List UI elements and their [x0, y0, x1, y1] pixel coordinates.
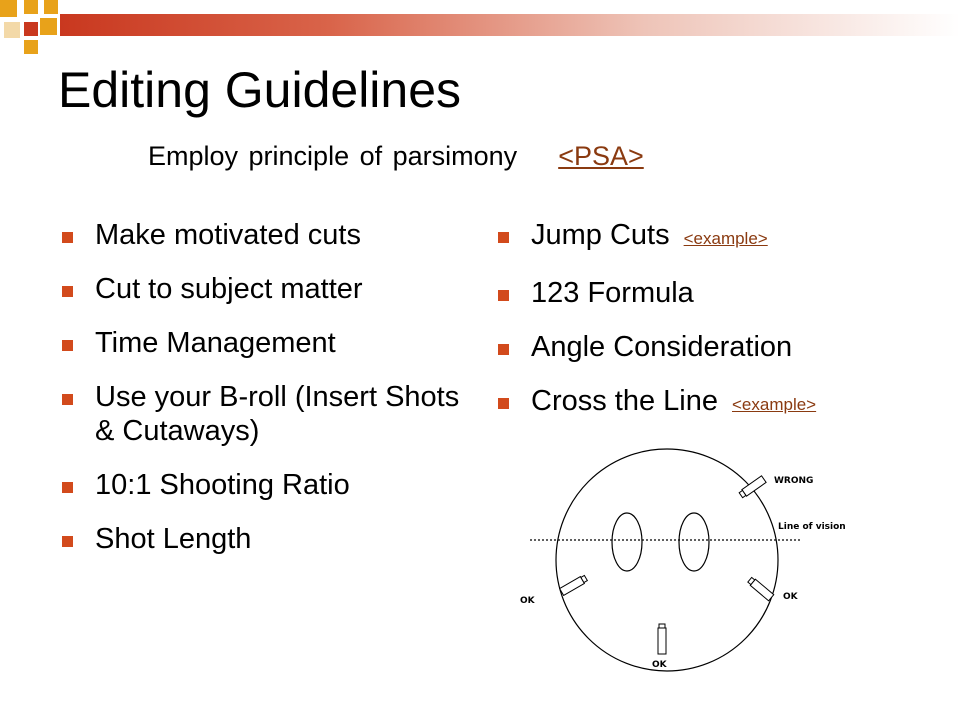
list-item-text: Time Management — [95, 327, 336, 359]
list-item — [60, 218, 460, 252]
list-item-text: 123 Formula — [531, 277, 694, 309]
cross-the-line-example-link[interactable]: <example> — [732, 395, 817, 414]
list-item-text: Use your B-roll (Insert Shots & Cutaways) — [95, 381, 460, 447]
list-item — [60, 272, 460, 306]
list-item — [496, 330, 926, 364]
list-item — [60, 468, 460, 502]
list-item-text: 10:1 Shooting Ratio — [95, 469, 350, 501]
bullet-icon — [62, 232, 73, 243]
list-item-text: Cross the Line — [531, 385, 718, 417]
list-item-text: Cut to subject matter — [95, 273, 363, 305]
subtitle-text: Employ principle of parsimony — [148, 141, 518, 171]
subtitle — [148, 138, 644, 174]
list-item — [496, 218, 926, 256]
header-square — [24, 22, 38, 36]
subject-left — [612, 513, 642, 571]
subject-right — [679, 513, 709, 571]
list-item — [496, 384, 926, 422]
header-square — [44, 0, 58, 14]
bullet-icon — [62, 394, 73, 405]
header-square — [4, 22, 20, 38]
header-gradient-bar — [60, 14, 960, 36]
label-ok-right: OK — [783, 592, 798, 602]
header-square — [0, 0, 17, 17]
bullet-icon — [62, 536, 73, 547]
line-of-vision-diagram — [512, 438, 892, 718]
bullet-icon — [498, 232, 509, 243]
scene-circle — [556, 449, 778, 671]
left-bullet-list — [60, 218, 460, 576]
list-item-text: Jump Cuts — [531, 219, 670, 251]
bullet-icon — [62, 482, 73, 493]
list-item-text: Angle Consideration — [531, 331, 793, 363]
bullet-icon — [498, 344, 509, 355]
header-square — [24, 40, 38, 54]
jump-cuts-example-link[interactable]: <example> — [683, 229, 768, 248]
list-item — [60, 380, 460, 448]
slide-title: Editing Guidelines — [58, 62, 462, 118]
bullet-icon — [498, 290, 509, 301]
bullet-icon — [62, 340, 73, 351]
psa-link[interactable]: <PSA> — [558, 141, 644, 171]
list-item-text: Make motivated cuts — [95, 219, 361, 251]
camera-icon — [560, 575, 588, 596]
header-square — [40, 18, 57, 35]
list-item-text: Shot Length — [95, 523, 252, 555]
list-item — [60, 522, 460, 556]
list-item — [60, 326, 460, 360]
list-item — [496, 276, 926, 310]
label-wrong: WRONG — [774, 476, 814, 486]
header-square — [24, 0, 38, 14]
label-ok-bottom: OK — [652, 660, 667, 670]
label-ok-left: OK — [520, 596, 535, 606]
camera-icon — [747, 577, 774, 601]
bullet-icon — [498, 398, 509, 409]
bullet-icon — [62, 286, 73, 297]
label-line-of-vision: Line of vision — [778, 522, 846, 532]
camera-icon — [658, 624, 666, 654]
right-bullet-list — [496, 218, 926, 442]
